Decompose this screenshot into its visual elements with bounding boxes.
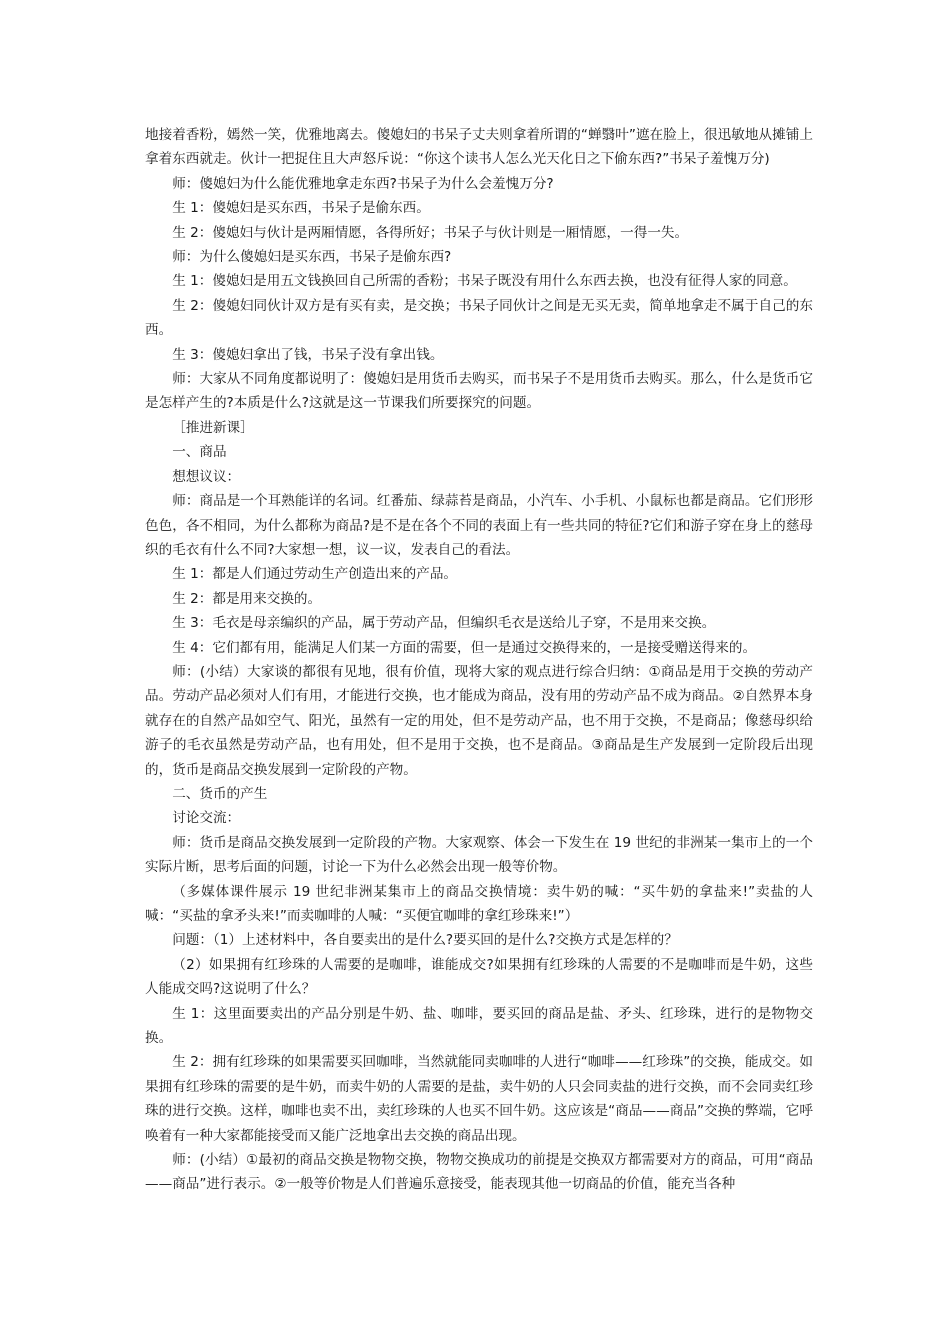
paragraph: 问题：（1）上述材料中，各自要卖出的是什么?要买回的是什么?交换方式是怎样的？ [172,932,678,949]
section-heading: 二、货币的产生 [172,785,268,802]
paragraph: 地接着香粉，嫣然一笑，优雅地离去。傻媳妇的书呆子丈夫则拿着所谓的“蝉翳叶”遮在脸上，很迅敏地从摊铺上拿着东西就走。伙计一把捉住且大声怒斥说：“你这个读书人怎么光天化日之下偷东西?”书呆子羞愧万分) [145,127,813,168]
paragraph: 生 2：傻媳妇同伙计双方是有买有卖，是交换；书呆子同伙计之间是无买无卖，简单地拿走不属于自己的东西。 [145,297,813,339]
paragraph: 生 1：这里面要卖出的产品分别是牛奶、盐、咖啡，要买回的商品是盐、矛头、红珍珠，进行的是物物交换。 [145,1005,813,1047]
paragraph: 生 4：它们都有用，能满足人们某一方面的需要，但一是通过交换得来的，一是接受赠送得来的。 [172,639,757,656]
paragraph: 师：(小结）①最初的商品交换是物物交换，物物交换成功的前提是交换双方都需要对方的商品，可用“商品——商品”进行表示。②一般等价物是人们普遍乐意接受，能表现其他一切商品的价值，能充当各种 [145,1152,813,1193]
subheading: 讨论交流： [172,810,241,827]
document-page [145,123,813,1197]
paragraph: 师：货币是商品交换发展到一定阶段的产物。大家观察、体会一下发生在 19 世纪的非洲某一集市上的一个实际片断，思考后面的问题，讨论一下为什么必然会出现一般等价物。 [145,834,813,876]
paragraph: 生 3：傻媳妇拿出了钱，书呆子没有拿出钱。 [172,346,444,363]
paragraph: 师：傻媳妇为什么能优雅地拿走东西?书呆子为什么会羞愧万分? [172,175,554,192]
paragraph: 生 1：傻媳妇是用五文钱换回自己所需的香粉；书呆子既没有用什么东西去换，也没有征得人家的同意。 [172,273,797,290]
paragraph: 生 2：都是用来交换的。 [172,590,322,607]
paragraph: 师：商品是一个耳熟能详的名词。红番茄、绿蒜苔是商品，小汽车、小手机、小鼠标也都是商品。它们形形色色，各不相同，为什么都称为商品?是不是在各个不同的表面上有一些共同的特征?它们和游子穿在身上的慈母织的毛衣有什么不同?大家想一想，议一议，发表自己的看法。 [145,493,813,558]
paragraph: 生 1：都是人们通过劳动生产创造出来的产品。 [172,566,458,583]
paragraph: （多媒体课件展示 19 世纪非洲某集市上的商品交换情境：卖牛奶的喊：“买牛奶的拿盐来!”卖盐的人喊：“买盐的拿矛头来!”而卖咖啡的人喊：“买便宜咖啡的拿红珍珠来!”） [145,883,813,924]
paragraph: 师：为什么傻媳妇是买东西，书呆子是偷东西? [172,249,452,266]
section-tag: ［推进新课］ [172,419,254,436]
section-heading: 一、商品 [172,444,227,461]
subheading: 想想议议： [172,468,241,485]
paragraph: 师：大家从不同角度都说明了：傻媳妇是用货币去购买，而书呆子不是用货币去购买。那么，什么是货币它是怎样产生的?本质是什么?这就是这一节课我们所要探究的问题。 [145,371,813,412]
paragraph: 生 2：拥有红珍珠的如果需要买回咖啡，当然就能同卖咖啡的人进行“咖啡——红珍珠”的交换，能成交。如果拥有红珍珠的需要的是牛奶，而卖牛奶的人需要的是盐，卖牛奶的人只会同卖盐的进行交换，而不会同卖红珍珠的进行交换。这样，咖啡也卖不出，卖红珍珠的人也买不回牛奶。这应该是“商品——商品”交换的弊端，它呼唤着有一种大家都能接受而又能广泛地拿出去交换的商品出现。 [145,1054,813,1144]
paragraph: 生 1：傻媳妇是买东西，书呆子是偷东西。 [172,200,430,217]
paragraph: 师：(小结）大家谈的都很有见地，很有价值，现将大家的观点进行综合归纳：①商品是用于交换的劳动产品。劳动产品必须对人们有用，才能进行交换，也才能成为商品，没有用的劳动产品不成为商品。②自然界本身就存在的自然产品如空气、阳光，虽然有一定的用处，但不是劳动产品，也不用于交换，不是商品；像慈母织给游子的毛衣虽然是劳动产品，也有用处，但不是用于交换，也不是商品。③商品是生产发展到一定阶段后出现的，货币是商品交换发展到一定阶段的产物。 [145,663,813,778]
paragraph: 生 2：傻媳妇与伙计是两厢情愿，各得所好；书呆子与伙计则是一厢情愿，一得一失。 [172,224,689,241]
paragraph: （2）如果拥有红珍珠的人需要的是咖啡，谁能成交?如果拥有红珍珠的人需要的不是咖啡而是牛奶，这些人能成交吗?这说明了什么？ [145,956,813,998]
paragraph: 生 3：毛衣是母亲编织的产品，属于劳动产品，但编织毛衣是送给儿子穿，不是用来交换。 [172,615,716,632]
